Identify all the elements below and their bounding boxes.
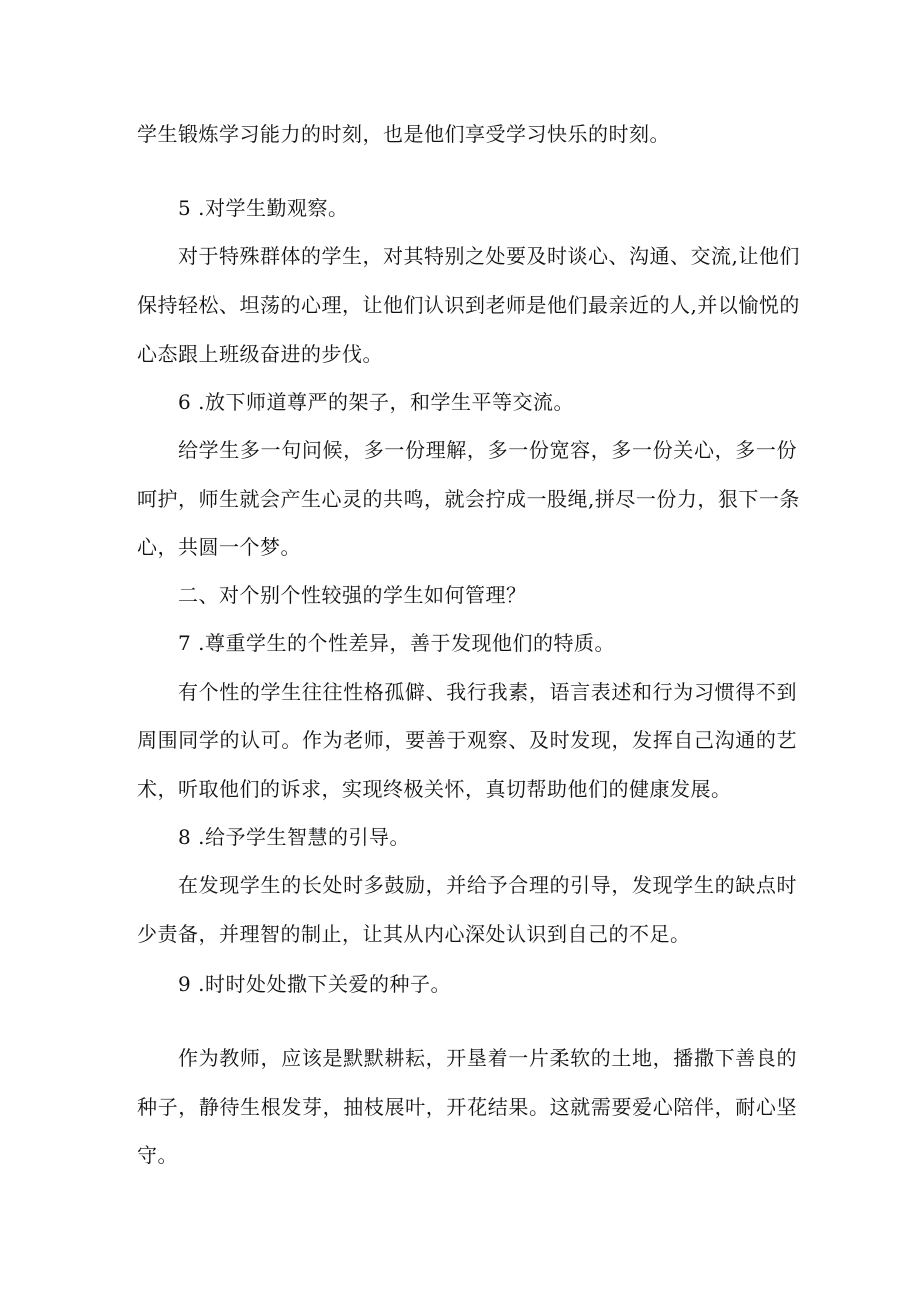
paragraph-line: 心态跟上班级奋进的步伐。 [137, 342, 383, 366]
paragraph-line: 对于特殊群体的学生，对其特别之处要及时谈心、沟通、交流,让他们 [178, 244, 800, 268]
chapter-heading: 二、对个别个性较强的学生如何管理？ [178, 583, 527, 607]
section-heading-9: 9 .时时处处撒下关爱的种子。 [178, 972, 451, 996]
paragraph-line: 守。 [137, 1143, 178, 1167]
paragraph-line: 在发现学生的长处时多鼓励，并给予合理的引导，发现学生的缺点时 [178, 873, 797, 897]
paragraph-line: 给学生多一句问候，多一份理解，多一份宽容，多一份关心，多一份 [178, 438, 797, 462]
paragraph-line: 学生锻炼学习能力的时刻，也是他们享受学习快乐的时刻。 [137, 122, 670, 146]
paragraph-line: 呵护，师生就会产生心灵的共鸣，就会拧成一股绳,拼尽一份力，狠下一条 [137, 487, 800, 511]
paragraph-line: 术，听取他们的诉求，实现终极关怀，真切帮助他们的健康发展。 [137, 777, 732, 801]
section-heading-8: 8 .给予学生智慧的引导。 [178, 825, 410, 849]
paragraph-line: 作为教师，应该是默默耕耘，开垦着一片柔软的土地，播撒下善良的 [178, 1046, 797, 1070]
section-heading-7: 7 .尊重学生的个性差异，善于发现他们的特质。 [178, 631, 615, 655]
section-heading-6: 6 .放下师道尊严的架子，和学生平等交流。 [178, 390, 574, 414]
paragraph-line: 周围同学的认可。作为老师，要善于观察、及时发现，发挥自己沟通的艺 [137, 728, 797, 752]
paragraph-line: 有个性的学生往往性格孤僻、我行我素，语言表述和行为习惯得不到 [178, 680, 797, 704]
paragraph-line: 少责备，并理智的制止，让其从内心深处认识到自己的不足。 [137, 922, 691, 946]
paragraph-line: 心，共圆一个梦。 [137, 535, 301, 559]
paragraph-line: 保持轻松、坦荡的心理，让他们认识到老师是他们最亲近的人,并以愉悦的 [137, 293, 800, 317]
paragraph-line: 种子，静待生根发芽，抽枝展叶，开花结果。这就需要爱心陪伴，耐心坚 [137, 1095, 797, 1119]
section-heading-5: 5 .对学生勤观察。 [178, 196, 349, 220]
